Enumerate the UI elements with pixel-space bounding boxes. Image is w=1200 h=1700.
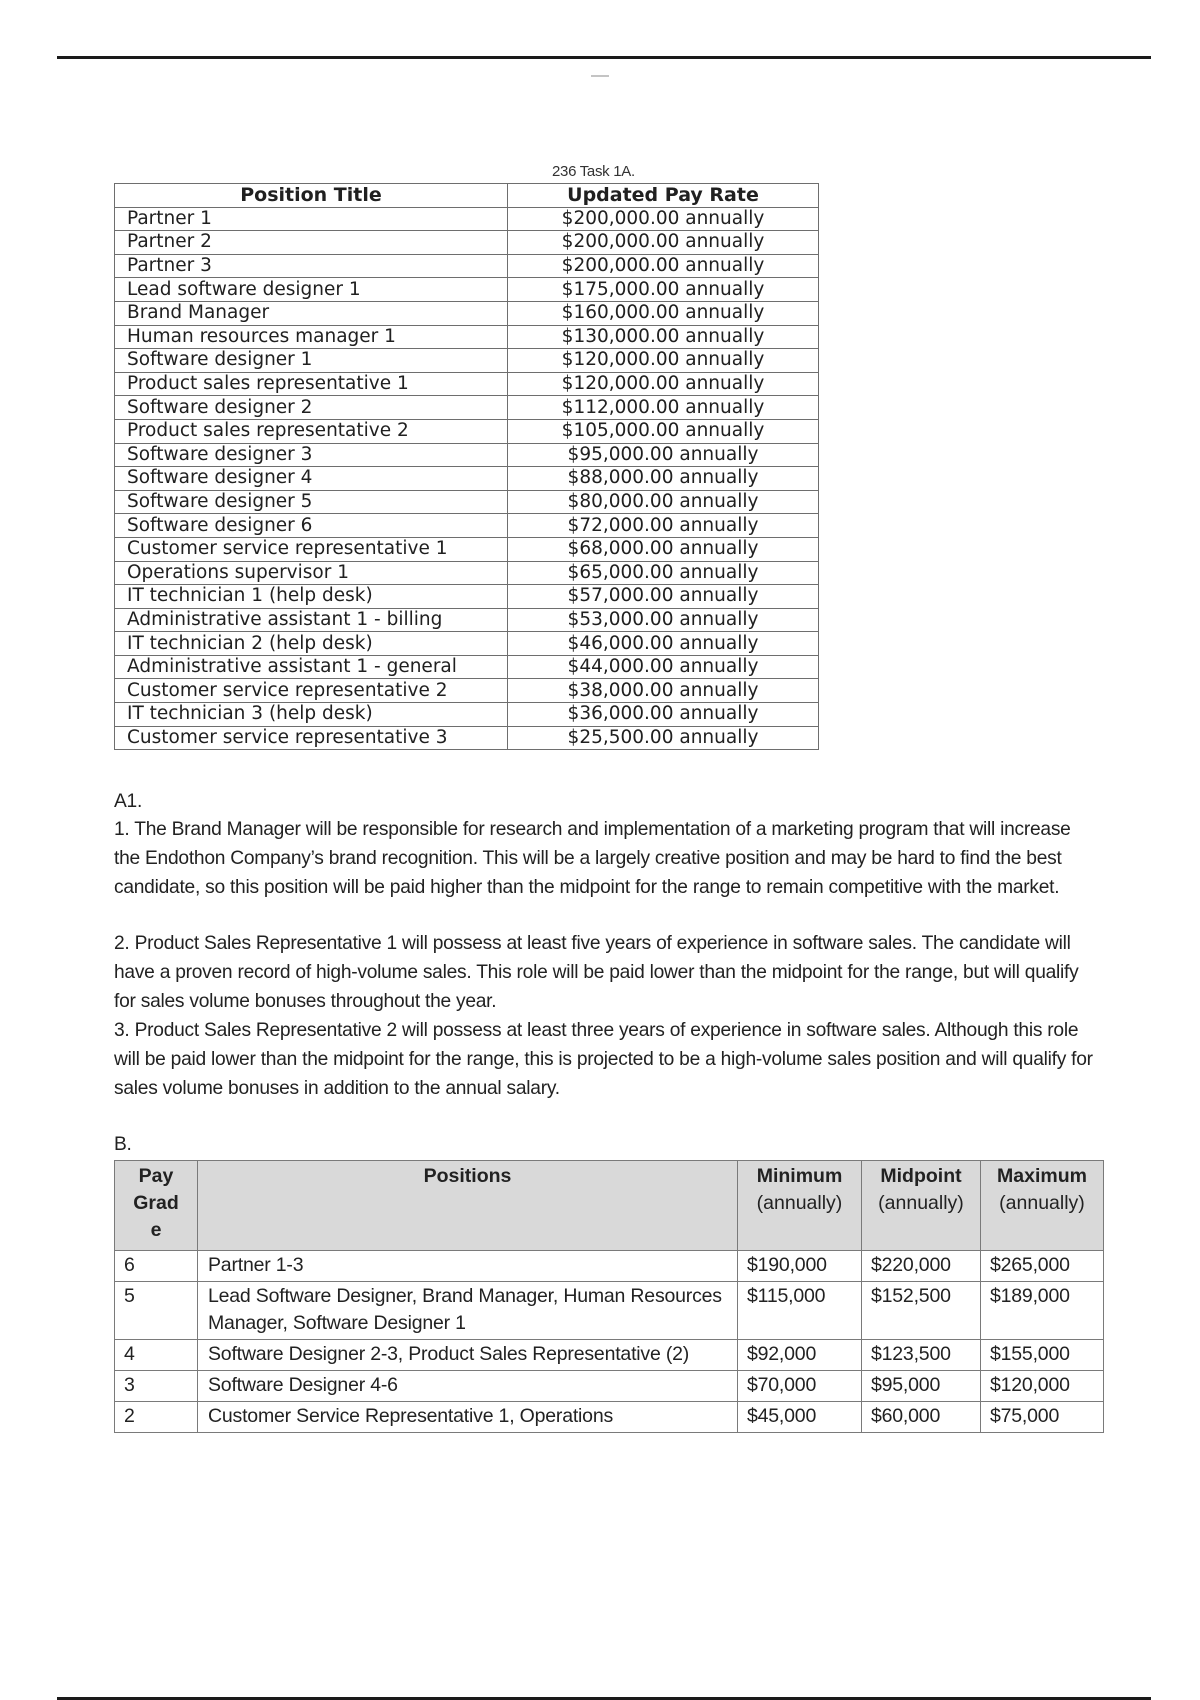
minimum-cell: $115,000 — [738, 1282, 862, 1340]
pay-table-row — [115, 467, 819, 491]
pay-rate-cell: $57,000.00 annually — [508, 585, 819, 609]
pay-rate-cell: $130,000.00 annually — [508, 325, 819, 349]
pay-table-row — [115, 655, 819, 679]
maximum-cell: $189,000 — [981, 1282, 1104, 1340]
pay-table-row — [115, 703, 819, 727]
pay-rate-cell: $88,000.00 annually — [508, 467, 819, 491]
a1-paragraph-2: 2. Product Sales Representative 1 will possess at least five years of experience in software sales. The candidate will have a proven record of high-volume sales. This role will be paid lower than the midpoint for the range, but will qualify for sales volume bonuses throughout the year. — [114, 933, 1079, 1012]
positions-cell: Software Designer 2-3, Product Sales Representative (2) — [198, 1340, 738, 1371]
position-title-cell: Partner 1 — [115, 207, 508, 231]
pay-table-body — [115, 207, 819, 750]
pay-table-row — [115, 537, 819, 561]
midpoint-cell: $95,000 — [862, 1371, 981, 1402]
pay-rate-cell: $200,000.00 annually — [508, 231, 819, 255]
pay-rate-cell: $46,000.00 annually — [508, 632, 819, 656]
pay-table-row — [115, 514, 819, 538]
position-title-cell: Brand Manager — [115, 301, 508, 325]
position-title-cell: Product sales representative 1 — [115, 372, 508, 396]
midpoint-cell: $220,000 — [862, 1251, 981, 1282]
pay-table-row — [115, 632, 819, 656]
grade-table-row — [115, 1402, 1104, 1433]
midpoint-cell: $123,500 — [862, 1340, 981, 1371]
pay-rate-cell: $68,000.00 annually — [508, 537, 819, 561]
table-caption: 236 Task 1A. — [552, 163, 635, 180]
pay-rate-cell: $160,000.00 annually — [508, 301, 819, 325]
pay-rate-cell: $112,000.00 annually — [508, 396, 819, 420]
header-pay-grade-line-1: Pay — [138, 1165, 174, 1187]
header-updated-pay-rate: Updated Pay Rate — [508, 184, 819, 208]
pay-table-row — [115, 726, 819, 750]
header-pay-grade-line-2: Grad — [133, 1192, 179, 1214]
header-pay-grade-line-3: e — [150, 1219, 162, 1241]
pay-table-row — [115, 349, 819, 373]
a1-paragraph-1: 1. The Brand Manager will be responsible for research and implementation of a marketing program that will increase the Endothon Company’s brand recognition. This will be a largely creative position and may be hard to find the best candidate, so this position will be paid higher than the midpoint for the range to remain competitive with the market. — [114, 819, 1071, 898]
pay-table-row — [115, 301, 819, 325]
pay-rate-cell: $53,000.00 annually — [508, 608, 819, 632]
pay-table-row — [115, 608, 819, 632]
pay-table-row — [115, 490, 819, 514]
pay-rate-cell: $200,000.00 annually — [508, 207, 819, 231]
positions-cell: Software Designer 4-6 — [198, 1371, 738, 1402]
header-maximum-unit: (annually) — [999, 1192, 1085, 1214]
header-minimum — [738, 1161, 862, 1251]
pay-table-row — [115, 585, 819, 609]
grade-table-row — [115, 1371, 1104, 1402]
pay-table-row — [115, 207, 819, 231]
pay-grade-table — [114, 1160, 1104, 1433]
position-title-cell: Software designer 6 — [115, 514, 508, 538]
position-title-cell: Software designer 4 — [115, 467, 508, 491]
maximum-cell: $155,000 — [981, 1340, 1104, 1371]
position-title-cell: Software designer 1 — [115, 349, 508, 373]
pay-rate-cell: $200,000.00 annually — [508, 254, 819, 278]
grade-cell: 5 — [115, 1282, 198, 1340]
grade-cell: 2 — [115, 1402, 198, 1433]
pay-rate-cell: $72,000.00 annually — [508, 514, 819, 538]
header-position-title: Position Title — [115, 184, 508, 208]
header-mark — [591, 75, 609, 77]
position-title-cell: IT technician 3 (help desk) — [115, 703, 508, 727]
section-a1-label: A1. — [114, 791, 143, 812]
pay-rate-cell: $36,000.00 annually — [508, 703, 819, 727]
grade-table-row — [115, 1282, 1104, 1340]
position-title-cell: Administrative assistant 1 - billing — [115, 608, 508, 632]
grade-cell: 3 — [115, 1371, 198, 1402]
position-title-cell: Software designer 2 — [115, 396, 508, 420]
pay-rate-cell: $38,000.00 annually — [508, 679, 819, 703]
minimum-cell: $92,000 — [738, 1340, 862, 1371]
header-maximum-label: Maximum — [997, 1165, 1087, 1187]
minimum-cell: $45,000 — [738, 1402, 862, 1433]
maximum-cell: $120,000 — [981, 1371, 1104, 1402]
pay-table-row — [115, 443, 819, 467]
position-title-cell: Product sales representative 2 — [115, 419, 508, 443]
pay-table-row — [115, 396, 819, 420]
pay-rate-cell: $65,000.00 annually — [508, 561, 819, 585]
pay-table-row — [115, 372, 819, 396]
pay-table-row — [115, 419, 819, 443]
header-minimum-label: Minimum — [756, 1165, 843, 1187]
midpoint-cell: $152,500 — [862, 1282, 981, 1340]
pay-rate-cell: $120,000.00 annually — [508, 372, 819, 396]
midpoint-cell: $60,000 — [862, 1402, 981, 1433]
pay-rate-cell: $95,000.00 annually — [508, 443, 819, 467]
position-title-cell: Software designer 5 — [115, 490, 508, 514]
grade-table-body — [115, 1251, 1104, 1433]
pay-rate-table — [114, 183, 819, 750]
pay-rate-cell: $105,000.00 annually — [508, 419, 819, 443]
pay-rate-cell: $25,500.00 annually — [508, 726, 819, 750]
header-rule — [57, 56, 1151, 59]
position-title-cell: Partner 2 — [115, 231, 508, 255]
grade-table-header-row — [115, 1161, 1104, 1251]
position-title-cell: Human resources manager 1 — [115, 325, 508, 349]
position-title-cell: Lead software designer 1 — [115, 278, 508, 302]
position-title-cell: Administrative assistant 1 - general — [115, 655, 508, 679]
position-title-cell: Customer service representative 3 — [115, 726, 508, 750]
position-title-cell: Software designer 3 — [115, 443, 508, 467]
header-minimum-unit: (annually) — [756, 1192, 843, 1214]
maximum-cell: $265,000 — [981, 1251, 1104, 1282]
position-title-cell: Customer service representative 2 — [115, 679, 508, 703]
pay-rate-cell: $80,000.00 annually — [508, 490, 819, 514]
pay-rate-cell: $44,000.00 annually — [508, 655, 819, 679]
pay-table-header-row — [115, 184, 819, 208]
grade-table-row — [115, 1251, 1104, 1282]
positions-cell: Lead Software Designer, Brand Manager, Human Resources Manager, Software Designer 1 — [198, 1282, 738, 1340]
position-title-cell: IT technician 2 (help desk) — [115, 632, 508, 656]
header-positions: Positions — [198, 1161, 738, 1251]
header-midpoint — [862, 1161, 981, 1251]
grade-cell: 6 — [115, 1251, 198, 1282]
pay-rate-cell: $120,000.00 annually — [508, 349, 819, 373]
position-title-cell: IT technician 1 (help desk) — [115, 585, 508, 609]
header-midpoint-unit: (annually) — [878, 1192, 964, 1214]
maximum-cell: $75,000 — [981, 1402, 1104, 1433]
minimum-cell: $70,000 — [738, 1371, 862, 1402]
header-midpoint-label: Midpoint — [880, 1165, 962, 1187]
position-title-cell: Customer service representative 1 — [115, 537, 508, 561]
position-title-cell: Partner 3 — [115, 254, 508, 278]
a1-paragraph-3: 3. Product Sales Representative 2 will possess at least three years of experience in software sales. Although this role will be paid lower than the midpoint for the range, this is projected to be a high-volume sales position and will qualify for sales volume bonuses in addition to the annual salary. — [114, 1020, 1093, 1099]
positions-cell: Partner 1-3 — [198, 1251, 738, 1282]
positions-cell: Customer Service Representative 1, Operations — [198, 1402, 738, 1433]
pay-table-row — [115, 325, 819, 349]
pay-table-row — [115, 231, 819, 255]
pay-table-row — [115, 561, 819, 585]
position-title-cell: Operations supervisor 1 — [115, 561, 508, 585]
pay-table-row — [115, 254, 819, 278]
pay-rate-cell: $175,000.00 annually — [508, 278, 819, 302]
grade-cell: 4 — [115, 1340, 198, 1371]
minimum-cell: $190,000 — [738, 1251, 862, 1282]
grade-table-row — [115, 1340, 1104, 1371]
pay-table-row — [115, 278, 819, 302]
section-b-label: B. — [114, 1134, 132, 1155]
header-maximum — [981, 1161, 1104, 1251]
pay-table-row — [115, 679, 819, 703]
header-pay-grade — [115, 1161, 198, 1251]
